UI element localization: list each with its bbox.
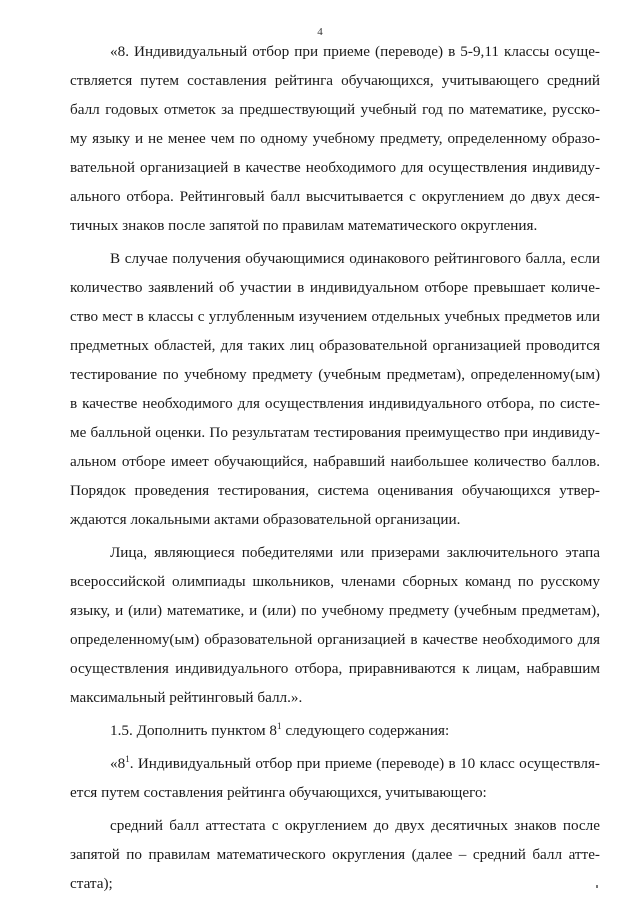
text-line bbox=[70, 749, 600, 778]
text-line: му языку и не менее чем по одному учебному предмету, определенному образо- bbox=[70, 130, 600, 147]
text-line: стата); bbox=[70, 875, 113, 892]
text-line: осуществления индивидуального отбора, приравниваются к лицам, набравшим bbox=[70, 660, 600, 677]
paragraph-average-score bbox=[70, 811, 600, 898]
text-line: Порядок проведения тестирования, система оценивания обучающихся утвер- bbox=[70, 482, 600, 499]
text-line: ство мест в классы с углубленным изучением отдельных учебных предметов или bbox=[70, 308, 600, 325]
item-1-5-superscript: 1 bbox=[277, 721, 282, 731]
text-line: в качестве необходимого для осуществления индивидуального отбора, по систе- bbox=[70, 395, 600, 412]
item-1-5-before: 1.5. Дополнить пунктом 8 bbox=[110, 722, 278, 739]
text-line: тичных знаков после запятой по правилам математического округления. bbox=[70, 217, 538, 234]
text-line: альном отборе имеет обучающийся, набравший наибольшее количество баллов. bbox=[70, 453, 600, 470]
item-1-5-after: следующего содержания: bbox=[281, 722, 450, 739]
text-line: балл годовых отметок за предшествующий учебный год по математике, русско- bbox=[70, 101, 600, 118]
text-line: количество заявлений об участии в индивидуальном отборе превышает количе- bbox=[70, 279, 600, 296]
text-line: В случае получения обучающимися одинакового рейтингового балла, если bbox=[110, 250, 600, 267]
text-line: ального отбора. Рейтинговый балл высчитывается с округлением до двух деся- bbox=[70, 188, 600, 205]
text-line: максимальный рейтинговый балл.». bbox=[70, 689, 303, 706]
text-line: ме балльной оценки. По результатам тестирования преимущество при индивиду- bbox=[70, 424, 600, 441]
item-8-1-superscript: 1 bbox=[125, 754, 130, 764]
item-8-1-after: . Индивидуальный отбор при приеме (переводе) в 10 класс осуществля- bbox=[129, 755, 600, 772]
text-line: средний балл аттестата с округлением до двух десятичных знаков после bbox=[110, 817, 600, 834]
text-line: ется путем составления рейтинга обучающихся, учитывающего: bbox=[70, 784, 487, 801]
text-line: ствляется путем составления рейтинга обучающихся, учитывающего средний bbox=[70, 72, 600, 89]
text-line: предметных областей, для таких лиц образовательной организацией проводится bbox=[70, 337, 600, 354]
text-line: Лица, являющиеся победителями или призерами заключительного этапа bbox=[110, 544, 600, 561]
text-line: тестирование по учебному предмету (учебным предметам), определенному(ым) bbox=[70, 366, 600, 383]
scan-speck bbox=[596, 885, 598, 888]
text-line: всероссийской олимпиады школьников, членами сборных команд по русскому bbox=[70, 573, 600, 590]
paragraph-olympiad-winners bbox=[70, 538, 600, 712]
text-line: «8. Индивидуальный отбор при приеме (переводе) в 5-9,11 классы осуще- bbox=[110, 43, 600, 60]
text-line: ждаются локальными актами образовательной организации. bbox=[70, 511, 461, 528]
text-line: вательной организацией в качестве необходимого для осуществления индивиду- bbox=[70, 159, 600, 176]
item-8-1-before: «8 bbox=[110, 755, 126, 772]
item-1-5 bbox=[70, 716, 600, 745]
paragraph-item-8-1 bbox=[70, 749, 600, 807]
document-body bbox=[70, 37, 600, 898]
text-line: языку, и (или) математике, и (или) по учебному предмету (учебным предметам), bbox=[70, 602, 600, 619]
text-line: определенному(ым) образовательной организацией в качестве необходимого для bbox=[70, 631, 600, 648]
text-line: запятой по правилам математического округления (далее – средний балл атте- bbox=[70, 846, 600, 863]
page-number: 4 bbox=[317, 26, 323, 38]
paragraph-rating-5-9-11 bbox=[70, 37, 600, 240]
paragraph-equal-rating bbox=[70, 244, 600, 534]
